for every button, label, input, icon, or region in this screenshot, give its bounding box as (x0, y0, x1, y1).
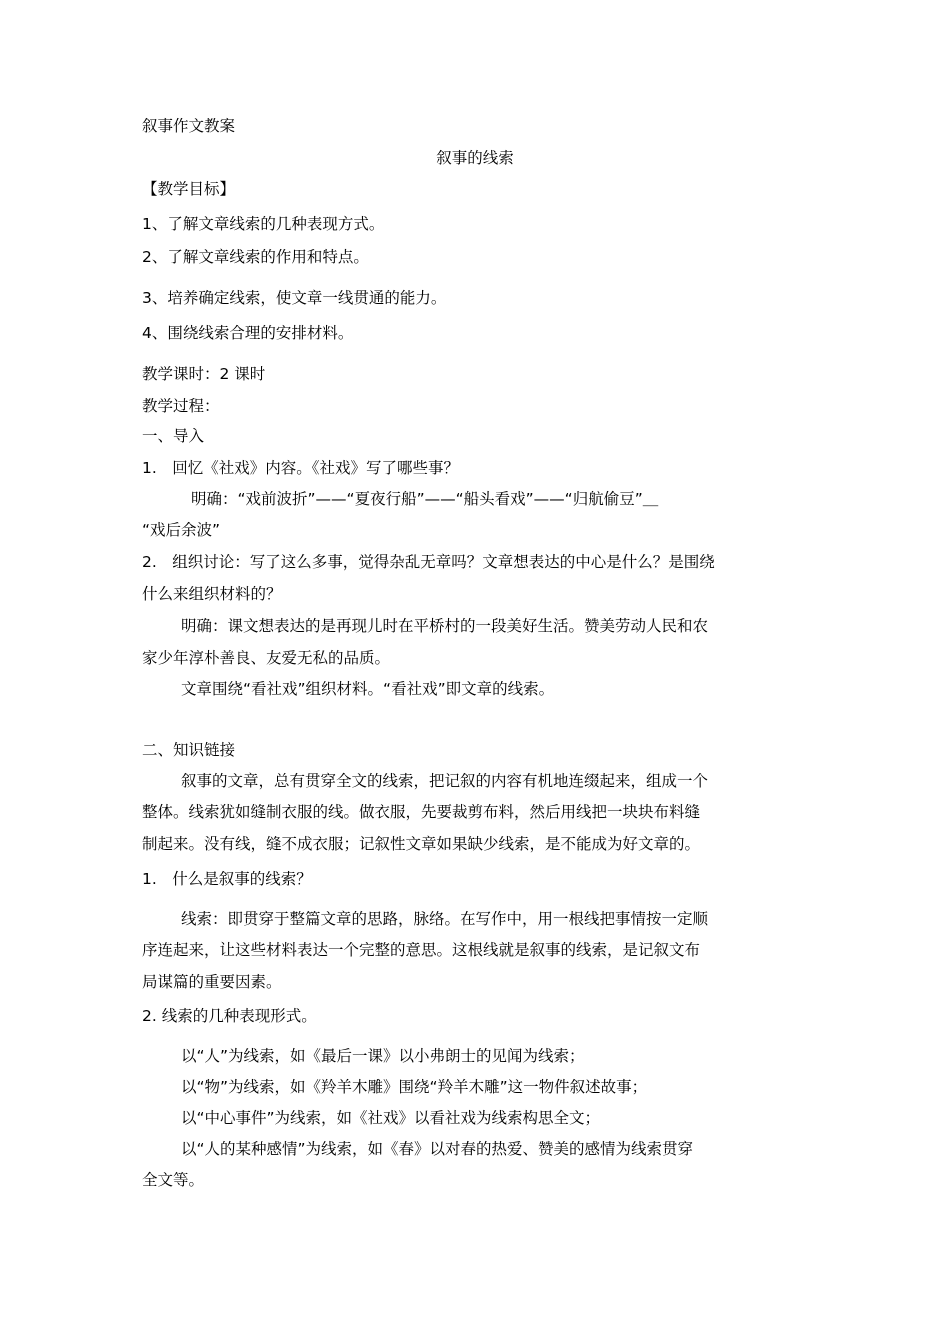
answer-1-line: 明确：“戏前波折”——“夏夜行船”——“船头看戏”——“归航偷豆”＿ (191, 490, 659, 508)
intro-line: 制起来。没有线，缝不成衣服；记叙性文章如果缺少线索，是不能成为好文章的。 (142, 835, 701, 853)
question-2-line: 什么来组织材料的？ (142, 585, 282, 603)
document-title: 叙事的线索 (436, 149, 514, 167)
intro-line: 整体。线索犹如缝制衣服的线。做衣服，先要裁剪布料，然后用线把一块块布料缝 (142, 803, 701, 821)
form-item: 全文等。 (142, 1171, 205, 1189)
form-item: 以“中心事件”为线索，如《社戏》以看社戏为线索构思全文； (181, 1109, 601, 1127)
objectives-heading: 【教学目标】 (142, 180, 236, 198)
definition-line: 线索：即贯穿于整篇文章的思路，脉络。在写作中，用一根线把事情按一定顺 (181, 910, 709, 928)
question-1: 1. 回忆《社戏》内容。《社戏》写了哪些事？ (142, 459, 460, 477)
objective-item: 1、了解文章线索的几种表现方式。 (142, 215, 385, 233)
answer-1-line: “戏后余波” (142, 521, 221, 539)
objective-item: 3、培养确定线索，使文章一线贯通的能力。 (142, 289, 447, 307)
objective-item: 4、围绕线索合理的安排材料。 (142, 324, 354, 342)
definition-line: 序连起来，让这些材料表达一个完整的意思。这根线就是叙事的线索，是记叙文布 (142, 941, 701, 959)
answer-2-line: 家少年淳朴善良、友爱无私的品质。 (142, 649, 391, 667)
section-heading: 二、知识链接 (142, 741, 236, 759)
class-hours: 教学课时：2 课时 (142, 365, 266, 383)
form-item: 以“物”为线索，如《羚羊木雕》围绕“羚羊木雕”这一物件叙述故事； (181, 1078, 648, 1096)
section-heading: 一、导入 (142, 427, 205, 445)
question-forms: 2. 线索的几种表现形式。 (142, 1007, 317, 1025)
process-heading: 教学过程： (142, 397, 220, 415)
answer-2-line: 文章围绕“看社戏”组织材料。“看社戏”即文章的线索。 (181, 680, 555, 698)
question-2-line: 2. 组织讨论：写了这么多事，觉得杂乱无章吗？文章想表达的中心是什么？是围绕 (142, 553, 715, 571)
form-item: 以“人”为线索，如《最后一课》以小弗朗士的见闻为线索； (181, 1047, 585, 1065)
form-item: 以“人的某种感情”为线索，如《春》以对春的热爱、赞美的感情为线索贯穿 (181, 1140, 694, 1158)
answer-2-line: 明确：课文想表达的是再现儿时在平桥村的一段美好生活。赞美劳动人民和农 (181, 617, 709, 635)
intro-line: 叙事的文章，总有贯穿全文的线索，把记叙的内容有机地连缀起来，组成一个 (181, 772, 709, 790)
definition-line: 局谋篇的重要因素。 (142, 973, 282, 991)
document-header: 叙事作文教案 (142, 117, 236, 135)
objective-item: 2、了解文章线索的作用和特点。 (142, 248, 369, 266)
question-what-is-clue: 1. 什么是叙事的线索？ (142, 870, 312, 888)
